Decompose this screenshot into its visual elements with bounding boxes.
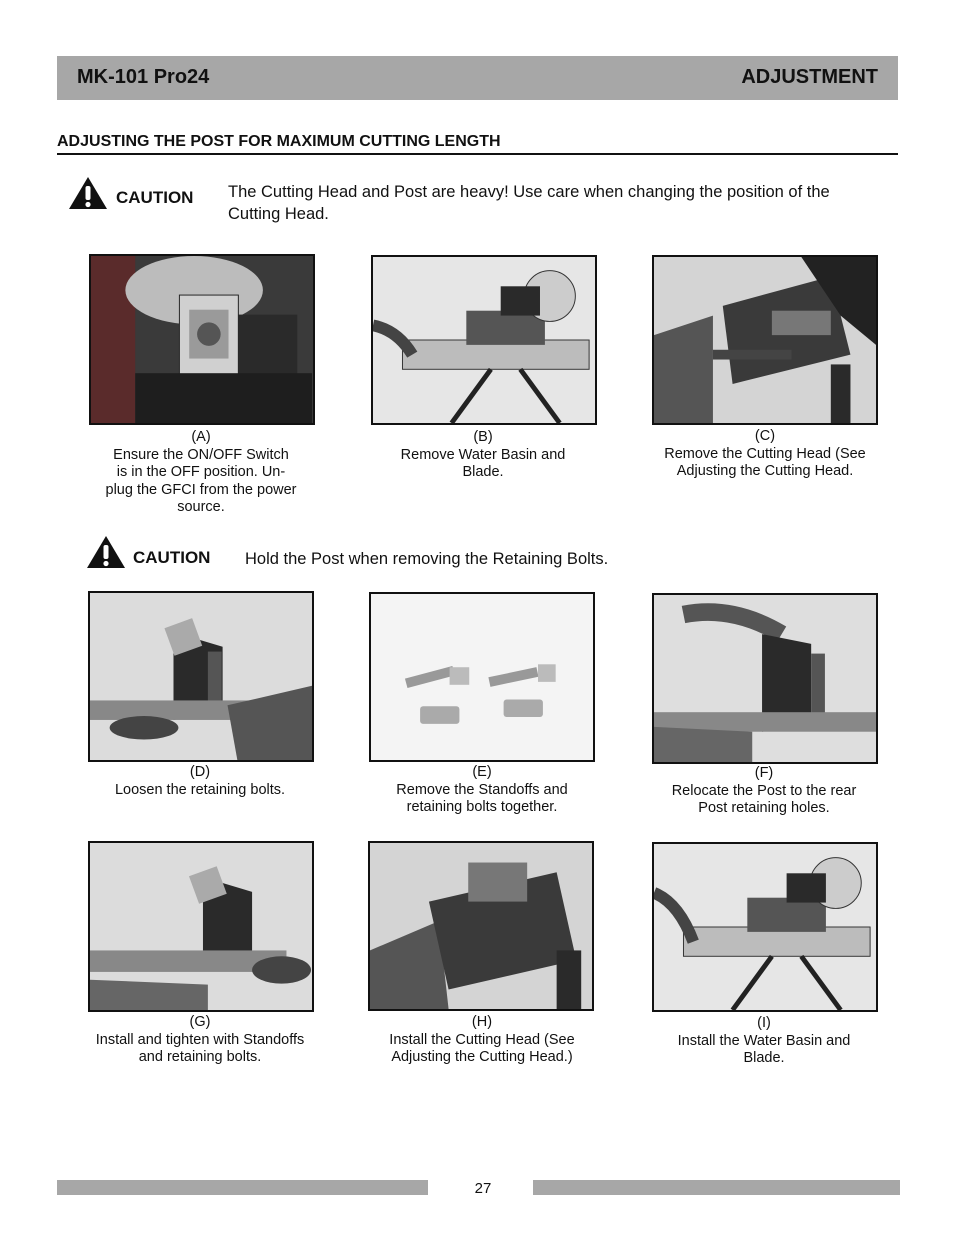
caution-text: The Cutting Head and Post are heavy! Use care when changing the position of the Cutting Head. — [228, 183, 830, 223]
step-text-line: plug the GFCI from the power — [105, 481, 297, 498]
caption-b — [368, 429, 598, 482]
step-text-line: Remove the Cutting Head (See — [664, 445, 866, 462]
step-text-line: Install the Water Basin and — [677, 1032, 851, 1049]
caution-label: CAUTION — [133, 548, 211, 567]
page-number: 27 — [474, 1180, 492, 1197]
photo-i-install-basin — [652, 842, 878, 1012]
caption-e — [367, 764, 597, 817]
step-text-line: Install the Cutting Head (See — [389, 1031, 575, 1048]
caution-label: CAUTION — [116, 188, 194, 207]
model-name: MK-101 Pro24 — [77, 66, 210, 88]
caption-h — [367, 1014, 597, 1067]
footer-bar-left — [57, 1180, 428, 1195]
step-text-line: retaining bolts together. — [406, 799, 558, 815]
step-text-line: Relocate the Post to the rear — [671, 782, 857, 799]
step-letter: (G) — [189, 1014, 211, 1030]
step-text-line: Ensure the ON/OFF Switch — [113, 446, 289, 463]
warning-icon — [68, 176, 108, 210]
photo-e-bolts-standoffs — [369, 592, 595, 762]
section-name: ADJUSTMENT — [741, 66, 878, 88]
section-title: ADJUSTING THE POST FOR MAXIMUM CUTTING LENGTH — [57, 133, 501, 150]
photo-f-relocate-post — [652, 593, 878, 764]
step-text-line: Post retaining holes. — [698, 800, 830, 816]
step-letter: (B) — [473, 429, 493, 445]
step-text-line: Adjusting the Cutting Head. — [676, 463, 854, 479]
section-rule — [57, 153, 898, 155]
photo-c-remove-head — [652, 255, 878, 425]
step-letter: (A) — [191, 429, 211, 445]
step-text-line: Blade. — [462, 464, 504, 480]
step-text-line: Remove the Standoffs and — [396, 781, 568, 798]
caution-text: Hold the Post when removing the Retaining Bolts. — [245, 550, 609, 568]
photo-g-tighten-bolts — [88, 841, 314, 1012]
warning-icon — [86, 535, 126, 569]
caption-f — [649, 765, 879, 818]
caption-c — [650, 428, 880, 481]
step-text-line: Remove Water Basin and — [400, 446, 566, 463]
step-letter: (D) — [189, 764, 211, 780]
photo-d-loosen-bolts — [88, 591, 314, 762]
step-letter: (I) — [757, 1015, 771, 1031]
step-text-line: and retaining bolts. — [138, 1049, 262, 1065]
footer-bar-right — [533, 1180, 900, 1195]
step-letter: (C) — [754, 428, 776, 444]
caption-d — [85, 764, 315, 799]
caption-a — [86, 429, 316, 517]
step-text-line: Install and tighten with Standoffs — [95, 1031, 305, 1048]
step-letter: (E) — [472, 764, 492, 780]
step-text-line: is in the OFF position. Un- — [116, 464, 286, 480]
page-header — [57, 56, 898, 100]
caption-i — [649, 1015, 879, 1068]
step-text-line: Blade. — [743, 1050, 785, 1066]
step-letter: (F) — [754, 765, 774, 781]
photo-b-remove-basin — [371, 255, 597, 425]
step-text-line: source. — [177, 499, 225, 515]
step-text-line: Adjusting the Cutting Head.) — [391, 1049, 573, 1065]
step-text-line: Loosen the retaining bolts. — [114, 781, 286, 798]
step-letter: (H) — [471, 1014, 493, 1030]
caption-g — [85, 1014, 315, 1067]
photo-a-switch — [89, 254, 315, 425]
photo-h-install-head — [368, 841, 594, 1011]
